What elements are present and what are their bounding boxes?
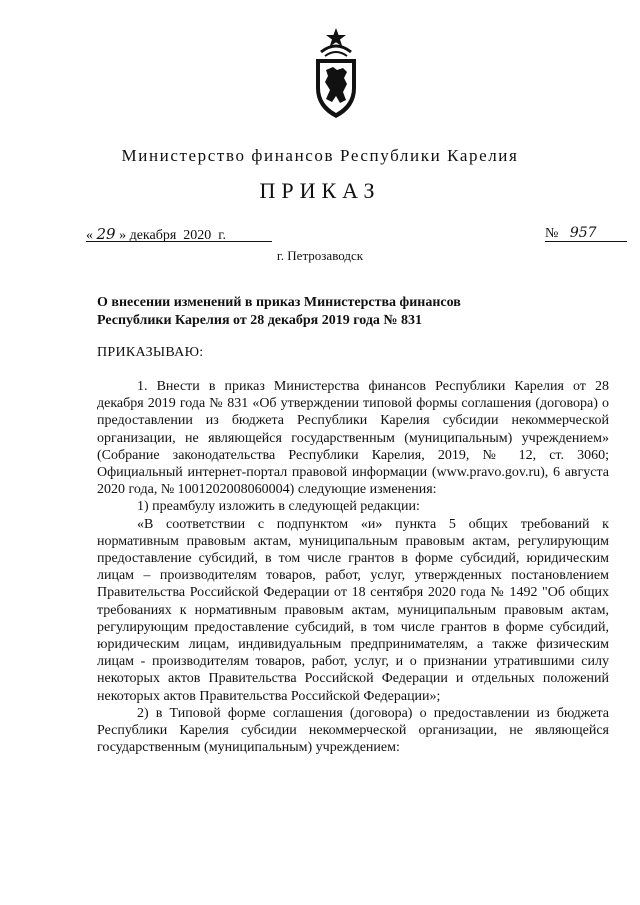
date-open-quote: « xyxy=(86,228,93,243)
paragraph: 2) в Типовой форме соглашения (договора) о предоставлении из бюджета Республики Карелия субсидии некоммерческой организации, не являющейся государственным (муниципальным) учреждением: xyxy=(97,705,609,756)
paragraph: «В соответствии с подпунктом «и» пункта 5 общих требований к нормативным правовым актам, муниципальным правовым актам, регулирующим предоставление субсидий, в том числе грантов в форме субсидий, юридическим лицам – производителям товаров, работ, услуг, утвержденных постановлением Правительства Российской Федерации от 18 сентября 2020 года № 1492 "Об общих требованиях к нормативным правовым актам, муниципальным правовым актам, регулирующим предоставление субсидий, в том числе грантов в форме субсидий, юридическим лицам, индивидуальным предпринимателям, а также физическим лицам - производителям товаров, работ, услуг, и о признании утратившими силу некоторых актов Правительства Российской Федерации и отдельных положений некоторых актов Правительства Российской Федерации»; xyxy=(97,516,609,704)
paragraph: 1. Внести в приказ Министерства финансов Республики Карелия от 28 декабря 2019 года № 831 «Об утверждении типовой формы соглашения (договора) о предоставлении из бюджета Республики Карелия субсидии некоммерческой организации, не являющейся государственным (муниципальным) учреждением» (Собрание законодательства Республики Карелия, 2019, № 12, ст. 3060; Официальный интернет-портал правовой информации (www.pravo.gov.ru), 6 августа 2020 года, № 1001202008060004) следующие изменения: xyxy=(97,379,609,498)
order-body xyxy=(97,378,609,756)
order-subject: О внесении изменений в приказ Министерства финансов Республики Карелия от 28 декабря 2019 года № 831 xyxy=(97,295,461,328)
order-number xyxy=(545,225,627,242)
coat-of-arms-icon xyxy=(313,26,359,120)
document-type-title: ПРИКАЗ xyxy=(259,178,381,203)
date-month-year: декабря 2020 г. xyxy=(129,228,226,243)
number-value: 957 xyxy=(569,225,597,241)
paragraph: 1) преамбулу изложить в следующей редакции: xyxy=(137,499,420,515)
ministry-name: Министерство финансов Республики Карелия xyxy=(121,146,519,165)
date-close-quote: » xyxy=(119,228,127,243)
order-directive: ПРИКАЗЫВАЮ: xyxy=(97,345,204,360)
date-day: 29 xyxy=(96,225,116,243)
city: г. Петрозаводск xyxy=(276,248,364,263)
number-label: № xyxy=(545,226,559,241)
order-date xyxy=(86,225,272,242)
